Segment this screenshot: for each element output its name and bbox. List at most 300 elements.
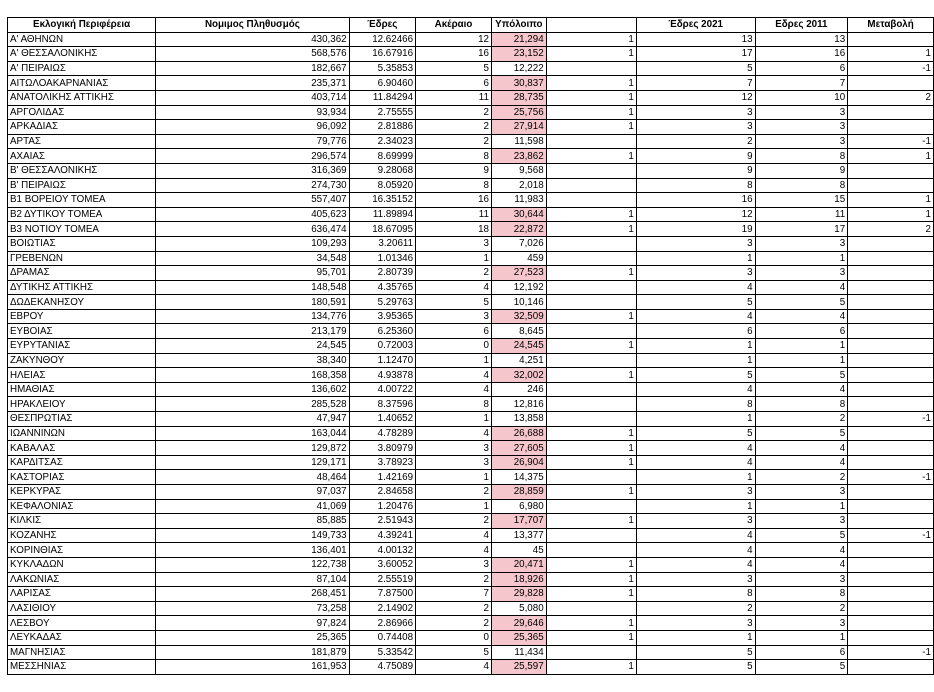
cell-population[interactable]: 148,548 <box>156 280 349 295</box>
cell-change[interactable] <box>848 236 934 251</box>
cell-integer[interactable]: 18 <box>416 222 492 237</box>
cell-extra-seat[interactable] <box>546 470 636 485</box>
cell-seats-2011[interactable]: 8 <box>755 178 848 193</box>
cell-seats[interactable]: 16.67916 <box>349 47 415 62</box>
cell-change[interactable]: -1 <box>848 134 934 149</box>
cell-remainder[interactable]: 21,294 <box>491 32 546 47</box>
cell-district[interactable]: ΑΝΑΤΟΛΙΚΗΣ ΑΤΤΙΚΗΣ <box>8 90 156 105</box>
cell-remainder[interactable]: 13,858 <box>491 412 546 427</box>
cell-integer[interactable]: 4 <box>416 543 492 558</box>
cell-remainder[interactable]: 20,471 <box>491 557 546 572</box>
cell-extra-seat[interactable] <box>546 601 636 616</box>
cell-seats-2011[interactable]: 3 <box>755 134 848 149</box>
cell-integer[interactable]: 7 <box>416 587 492 602</box>
cell-seats[interactable]: 6.25360 <box>349 324 415 339</box>
cell-seats-2011[interactable]: 9 <box>755 163 848 178</box>
cell-change[interactable]: -1 <box>848 470 934 485</box>
cell-population[interactable]: 161,953 <box>156 660 349 675</box>
cell-district[interactable]: ΑΡΚΑΔΙΑΣ <box>8 120 156 135</box>
cell-change[interactable]: -1 <box>848 61 934 76</box>
cell-change[interactable] <box>848 178 934 193</box>
cell-remainder[interactable]: 11,434 <box>491 645 546 660</box>
cell-change[interactable] <box>848 251 934 266</box>
cell-change[interactable]: 2 <box>848 222 934 237</box>
cell-population[interactable]: 149,733 <box>156 528 349 543</box>
cell-change[interactable]: 1 <box>848 193 934 208</box>
cell-seats-2011[interactable]: 16 <box>755 47 848 62</box>
cell-seats[interactable]: 2.75555 <box>349 105 415 120</box>
cell-remainder[interactable]: 10,146 <box>491 295 546 310</box>
cell-seats-2011[interactable]: 1 <box>755 353 848 368</box>
header-remainder[interactable]: Υπόλοιπο <box>491 18 546 33</box>
cell-district[interactable]: ΛΕΣΒΟΥ <box>8 616 156 631</box>
cell-district[interactable]: ΕΒΡΟΥ <box>8 309 156 324</box>
cell-integer[interactable]: 3 <box>416 441 492 456</box>
cell-extra-seat[interactable]: 1 <box>546 207 636 222</box>
cell-integer[interactable]: 1 <box>416 470 492 485</box>
cell-district[interactable]: ΗΛΕΙΑΣ <box>8 368 156 383</box>
cell-population[interactable]: 181,879 <box>156 645 349 660</box>
cell-seats[interactable]: 2.34023 <box>349 134 415 149</box>
cell-population[interactable]: 274,730 <box>156 178 349 193</box>
cell-seats-2011[interactable]: 3 <box>755 120 848 135</box>
cell-integer[interactable]: 9 <box>416 163 492 178</box>
cell-seats-2011[interactable]: 5 <box>755 295 848 310</box>
cell-remainder[interactable]: 27,914 <box>491 120 546 135</box>
cell-remainder[interactable]: 25,365 <box>491 630 546 645</box>
cell-district[interactable]: ΔΩΔΕΚΑΝΗΣΟΥ <box>8 295 156 310</box>
cell-seats-2021[interactable]: 5 <box>636 660 755 675</box>
cell-population[interactable]: 97,037 <box>156 485 349 500</box>
cell-district[interactable]: ΑΧΑΙΑΣ <box>8 149 156 164</box>
cell-extra-seat[interactable]: 1 <box>546 455 636 470</box>
cell-district[interactable]: ΚΟΖΑΝΗΣ <box>8 528 156 543</box>
cell-district[interactable]: ΛΑΡΙΣΑΣ <box>8 587 156 602</box>
cell-change[interactable] <box>848 105 934 120</box>
cell-remainder[interactable]: 18,926 <box>491 572 546 587</box>
cell-remainder[interactable]: 23,152 <box>491 47 546 62</box>
cell-district[interactable]: ΗΜΑΘΙΑΣ <box>8 382 156 397</box>
cell-remainder[interactable]: 11,983 <box>491 193 546 208</box>
cell-integer[interactable]: 0 <box>416 339 492 354</box>
cell-extra-seat[interactable]: 1 <box>546 660 636 675</box>
cell-district[interactable]: ΜΑΓΝΗΣΙΑΣ <box>8 645 156 660</box>
cell-seats-2011[interactable]: 3 <box>755 616 848 631</box>
cell-change[interactable]: 1 <box>848 207 934 222</box>
cell-seats-2021[interactable]: 3 <box>636 120 755 135</box>
header-population[interactable]: Νομιμος Πληθυσμός <box>156 18 349 33</box>
cell-seats[interactable]: 3.80979 <box>349 441 415 456</box>
cell-integer[interactable]: 16 <box>416 193 492 208</box>
cell-seats-2021[interactable]: 3 <box>636 616 755 631</box>
header-district[interactable]: Εκλογική Περιφέρεια <box>8 18 156 33</box>
cell-population[interactable]: 38,340 <box>156 353 349 368</box>
cell-remainder[interactable]: 32,509 <box>491 309 546 324</box>
cell-extra-seat[interactable]: 1 <box>546 339 636 354</box>
cell-seats[interactable]: 8.05920 <box>349 178 415 193</box>
cell-remainder[interactable]: 25,597 <box>491 660 546 675</box>
cell-seats-2011[interactable]: 4 <box>755 280 848 295</box>
cell-extra-seat[interactable]: 1 <box>546 616 636 631</box>
cell-seats-2021[interactable]: 13 <box>636 32 755 47</box>
cell-seats-2011[interactable]: 4 <box>755 382 848 397</box>
cell-population[interactable]: 109,293 <box>156 236 349 251</box>
cell-change[interactable] <box>848 163 934 178</box>
cell-change[interactable] <box>848 557 934 572</box>
cell-integer[interactable]: 3 <box>416 236 492 251</box>
cell-district[interactable]: ΑΡΓΟΛΙΔΑΣ <box>8 105 156 120</box>
cell-seats[interactable]: 1.20476 <box>349 499 415 514</box>
cell-population[interactable]: 213,179 <box>156 324 349 339</box>
cell-seats[interactable]: 2.14902 <box>349 601 415 616</box>
cell-district[interactable]: ΚΟΡΙΝΘΙΑΣ <box>8 543 156 558</box>
cell-seats-2011[interactable]: 1 <box>755 339 848 354</box>
cell-district[interactable]: ΕΥΡΥΤΑΝΙΑΣ <box>8 339 156 354</box>
cell-seats[interactable]: 2.80739 <box>349 266 415 281</box>
cell-integer[interactable]: 6 <box>416 76 492 91</box>
cell-seats-2021[interactable]: 1 <box>636 470 755 485</box>
cell-integer[interactable]: 2 <box>416 134 492 149</box>
cell-seats[interactable]: 6.90460 <box>349 76 415 91</box>
cell-remainder[interactable]: 24,545 <box>491 339 546 354</box>
cell-seats[interactable]: 4.39241 <box>349 528 415 543</box>
cell-seats[interactable]: 4.00722 <box>349 382 415 397</box>
cell-extra-seat[interactable] <box>546 193 636 208</box>
cell-district[interactable]: ΔΥΤΙΚΗΣ ΑΤΤΙΚΗΣ <box>8 280 156 295</box>
cell-integer[interactable]: 1 <box>416 412 492 427</box>
cell-remainder[interactable]: 7,026 <box>491 236 546 251</box>
cell-change[interactable]: -1 <box>848 412 934 427</box>
cell-population[interactable]: 96,092 <box>156 120 349 135</box>
cell-population[interactable]: 41,069 <box>156 499 349 514</box>
cell-extra-seat[interactable]: 1 <box>546 587 636 602</box>
cell-change[interactable] <box>848 455 934 470</box>
cell-remainder[interactable]: 45 <box>491 543 546 558</box>
cell-integer[interactable]: 2 <box>416 105 492 120</box>
cell-extra-seat[interactable] <box>546 397 636 412</box>
cell-seats-2011[interactable]: 8 <box>755 149 848 164</box>
cell-extra-seat[interactable]: 1 <box>546 90 636 105</box>
cell-district[interactable]: ΚΑΒΑΛΑΣ <box>8 441 156 456</box>
cell-change[interactable] <box>848 426 934 441</box>
cell-seats[interactable]: 5.35853 <box>349 61 415 76</box>
cell-remainder[interactable]: 2,018 <box>491 178 546 193</box>
cell-integer[interactable]: 8 <box>416 149 492 164</box>
cell-seats[interactable]: 5.33542 <box>349 645 415 660</box>
cell-change[interactable] <box>848 120 934 135</box>
cell-seats-2021[interactable]: 1 <box>636 339 755 354</box>
cell-change[interactable] <box>848 324 934 339</box>
cell-district[interactable]: ΚΑΣΤΟΡΙΑΣ <box>8 470 156 485</box>
cell-remainder[interactable]: 8,645 <box>491 324 546 339</box>
cell-district[interactable]: ΔΡΑΜΑΣ <box>8 266 156 281</box>
cell-seats-2021[interactable]: 1 <box>636 353 755 368</box>
cell-remainder[interactable]: 13,377 <box>491 528 546 543</box>
cell-seats-2011[interactable]: 15 <box>755 193 848 208</box>
cell-extra-seat[interactable]: 1 <box>546 426 636 441</box>
cell-integer[interactable]: 4 <box>416 382 492 397</box>
cell-district[interactable]: ΜΕΣΣΗΝΙΑΣ <box>8 660 156 675</box>
cell-change[interactable] <box>848 601 934 616</box>
cell-seats-2011[interactable]: 2 <box>755 470 848 485</box>
cell-population[interactable]: 85,885 <box>156 514 349 529</box>
cell-seats[interactable]: 2.51943 <box>349 514 415 529</box>
cell-change[interactable] <box>848 368 934 383</box>
cell-integer[interactable]: 5 <box>416 61 492 76</box>
cell-extra-seat[interactable]: 1 <box>546 76 636 91</box>
cell-seats[interactable]: 2.86966 <box>349 616 415 631</box>
cell-extra-seat[interactable] <box>546 134 636 149</box>
cell-district[interactable]: ΙΩΑΝΝΙΝΩΝ <box>8 426 156 441</box>
cell-seats-2021[interactable]: 3 <box>636 514 755 529</box>
cell-remainder[interactable]: 25,756 <box>491 105 546 120</box>
cell-extra-seat[interactable]: 1 <box>546 149 636 164</box>
cell-seats-2021[interactable]: 1 <box>636 499 755 514</box>
cell-seats-2011[interactable]: 5 <box>755 426 848 441</box>
cell-extra-seat[interactable]: 1 <box>546 47 636 62</box>
cell-seats-2011[interactable]: 1 <box>755 499 848 514</box>
cell-extra-seat[interactable]: 1 <box>546 557 636 572</box>
cell-change[interactable] <box>848 543 934 558</box>
cell-integer[interactable]: 4 <box>416 368 492 383</box>
cell-change[interactable] <box>848 353 934 368</box>
cell-seats[interactable]: 4.78289 <box>349 426 415 441</box>
cell-seats-2021[interactable]: 4 <box>636 441 755 456</box>
cell-integer[interactable]: 12 <box>416 32 492 47</box>
cell-seats-2011[interactable]: 3 <box>755 572 848 587</box>
cell-extra-seat[interactable] <box>546 251 636 266</box>
cell-seats[interactable]: 2.84658 <box>349 485 415 500</box>
cell-seats[interactable]: 1.01346 <box>349 251 415 266</box>
cell-population[interactable]: 403,714 <box>156 90 349 105</box>
cell-change[interactable] <box>848 339 934 354</box>
cell-district[interactable]: Β' ΠΕΙΡΑΙΩΣ <box>8 178 156 193</box>
header-change[interactable]: Μεταβολή <box>848 18 934 33</box>
cell-extra-seat[interactable]: 1 <box>546 309 636 324</box>
cell-seats-2011[interactable]: 8 <box>755 587 848 602</box>
cell-integer[interactable]: 5 <box>416 645 492 660</box>
cell-remainder[interactable]: 23,862 <box>491 149 546 164</box>
cell-seats-2011[interactable]: 3 <box>755 266 848 281</box>
cell-population[interactable]: 163,044 <box>156 426 349 441</box>
cell-population[interactable]: 636,474 <box>156 222 349 237</box>
cell-change[interactable] <box>848 441 934 456</box>
cell-remainder[interactable]: 459 <box>491 251 546 266</box>
cell-integer[interactable]: 3 <box>416 309 492 324</box>
cell-seats-2021[interactable]: 5 <box>636 368 755 383</box>
cell-change[interactable] <box>848 280 934 295</box>
cell-population[interactable]: 47,947 <box>156 412 349 427</box>
cell-extra-seat[interactable] <box>546 528 636 543</box>
cell-seats[interactable]: 8.69999 <box>349 149 415 164</box>
cell-seats[interactable]: 8.37596 <box>349 397 415 412</box>
cell-integer[interactable]: 2 <box>416 601 492 616</box>
cell-change[interactable] <box>848 32 934 47</box>
cell-district[interactable]: ΘΕΣΠΡΩΤΙΑΣ <box>8 412 156 427</box>
cell-seats-2021[interactable]: 2 <box>636 601 755 616</box>
cell-seats-2021[interactable]: 19 <box>636 222 755 237</box>
cell-change[interactable] <box>848 616 934 631</box>
cell-seats[interactable]: 4.35765 <box>349 280 415 295</box>
cell-population[interactable]: 95,701 <box>156 266 349 281</box>
cell-integer[interactable]: 16 <box>416 47 492 62</box>
cell-seats-2021[interactable]: 5 <box>636 645 755 660</box>
cell-remainder[interactable]: 27,605 <box>491 441 546 456</box>
cell-population[interactable]: 136,602 <box>156 382 349 397</box>
cell-seats-2011[interactable]: 3 <box>755 236 848 251</box>
cell-seats-2011[interactable]: 4 <box>755 557 848 572</box>
cell-integer[interactable]: 11 <box>416 90 492 105</box>
cell-seats[interactable]: 3.60052 <box>349 557 415 572</box>
cell-change[interactable] <box>848 660 934 675</box>
cell-seats-2021[interactable]: 4 <box>636 309 755 324</box>
cell-integer[interactable]: 5 <box>416 295 492 310</box>
cell-integer[interactable]: 2 <box>416 485 492 500</box>
cell-extra-seat[interactable] <box>546 382 636 397</box>
cell-integer[interactable]: 4 <box>416 660 492 675</box>
cell-seats-2021[interactable]: 12 <box>636 207 755 222</box>
cell-district[interactable]: Β1 ΒΟΡΕΙΟΥ ΤΟΜΕΑ <box>8 193 156 208</box>
cell-change[interactable]: 1 <box>848 47 934 62</box>
cell-seats[interactable]: 18.67095 <box>349 222 415 237</box>
cell-seats[interactable]: 12.62466 <box>349 32 415 47</box>
cell-integer[interactable]: 11 <box>416 207 492 222</box>
cell-remainder[interactable]: 22,872 <box>491 222 546 237</box>
header-seats-2011[interactable]: Εδρες 2011 <box>755 18 848 33</box>
cell-seats-2021[interactable]: 4 <box>636 543 755 558</box>
cell-district[interactable]: ΕΥΒΟΙΑΣ <box>8 324 156 339</box>
cell-district[interactable]: Β' ΘΕΣΣΑΛΟΝΙΚΗΣ <box>8 163 156 178</box>
cell-seats-2021[interactable]: 3 <box>636 572 755 587</box>
cell-population[interactable]: 129,171 <box>156 455 349 470</box>
cell-change[interactable] <box>848 266 934 281</box>
cell-population[interactable]: 430,362 <box>156 32 349 47</box>
cell-integer[interactable]: 2 <box>416 514 492 529</box>
cell-seats-2021[interactable]: 5 <box>636 295 755 310</box>
cell-population[interactable]: 87,104 <box>156 572 349 587</box>
cell-seats[interactable]: 2.81886 <box>349 120 415 135</box>
cell-remainder[interactable]: 12,192 <box>491 280 546 295</box>
cell-seats-2011[interactable]: 4 <box>755 309 848 324</box>
cell-seats[interactable]: 3.20611 <box>349 236 415 251</box>
cell-seats[interactable]: 4.00132 <box>349 543 415 558</box>
cell-seats-2021[interactable]: 1 <box>636 412 755 427</box>
cell-change[interactable]: -1 <box>848 645 934 660</box>
cell-extra-seat[interactable]: 1 <box>546 222 636 237</box>
cell-seats-2021[interactable]: 4 <box>636 528 755 543</box>
cell-seats-2021[interactable]: 3 <box>636 485 755 500</box>
cell-extra-seat[interactable]: 1 <box>546 630 636 645</box>
cell-seats-2011[interactable]: 4 <box>755 441 848 456</box>
cell-seats[interactable]: 5.29763 <box>349 295 415 310</box>
cell-change[interactable] <box>848 397 934 412</box>
cell-seats-2021[interactable]: 9 <box>636 149 755 164</box>
cell-remainder[interactable]: 28,859 <box>491 485 546 500</box>
cell-district[interactable]: ΑΙΤΩΛΟΑΚΑΡΝΑΝΙΑΣ <box>8 76 156 91</box>
cell-remainder[interactable]: 17,707 <box>491 514 546 529</box>
cell-change[interactable] <box>848 382 934 397</box>
cell-district[interactable]: ΚΕΦΑΛΟΝΙΑΣ <box>8 499 156 514</box>
cell-integer[interactable]: 1 <box>416 499 492 514</box>
cell-remainder[interactable]: 32,002 <box>491 368 546 383</box>
header-seats-2021[interactable]: Έδρες 2021 <box>636 18 755 33</box>
cell-change[interactable] <box>848 76 934 91</box>
cell-district[interactable]: ΑΡΤΑΣ <box>8 134 156 149</box>
cell-seats-2011[interactable]: 17 <box>755 222 848 237</box>
cell-district[interactable]: ΚΕΡΚΥΡΑΣ <box>8 485 156 500</box>
cell-seats-2011[interactable]: 1 <box>755 251 848 266</box>
cell-population[interactable]: 180,591 <box>156 295 349 310</box>
cell-population[interactable]: 24,545 <box>156 339 349 354</box>
header-integer[interactable]: Ακέραιο <box>416 18 492 33</box>
cell-remainder[interactable]: 9,568 <box>491 163 546 178</box>
cell-seats[interactable]: 16.35152 <box>349 193 415 208</box>
cell-seats-2021[interactable]: 4 <box>636 280 755 295</box>
cell-remainder[interactable]: 14,375 <box>491 470 546 485</box>
cell-district[interactable]: ΛΑΚΩΝΙΑΣ <box>8 572 156 587</box>
cell-remainder[interactable]: 29,828 <box>491 587 546 602</box>
cell-change[interactable] <box>848 485 934 500</box>
cell-population[interactable]: 235,371 <box>156 76 349 91</box>
cell-district[interactable]: ΛΕΥΚΑΔΑΣ <box>8 630 156 645</box>
cell-change[interactable] <box>848 499 934 514</box>
cell-seats-2021[interactable]: 3 <box>636 105 755 120</box>
cell-seats-2011[interactable]: 5 <box>755 528 848 543</box>
cell-extra-seat[interactable] <box>546 295 636 310</box>
cell-population[interactable]: 129,872 <box>156 441 349 456</box>
cell-population[interactable]: 48,464 <box>156 470 349 485</box>
cell-district[interactable]: Α' ΘΕΣΣΑΛΟΝΙΚΗΣ <box>8 47 156 62</box>
cell-extra-seat[interactable] <box>546 499 636 514</box>
cell-extra-seat[interactable] <box>546 236 636 251</box>
cell-seats-2011[interactable]: 3 <box>755 105 848 120</box>
cell-seats-2011[interactable]: 4 <box>755 455 848 470</box>
cell-extra-seat[interactable] <box>546 645 636 660</box>
cell-seats-2021[interactable]: 3 <box>636 236 755 251</box>
cell-seats[interactable]: 4.75089 <box>349 660 415 675</box>
cell-population[interactable]: 25,365 <box>156 630 349 645</box>
cell-change[interactable] <box>848 309 934 324</box>
cell-seats-2021[interactable]: 17 <box>636 47 755 62</box>
cell-district[interactable]: Β3 ΝΟΤΙΟΥ ΤΟΜΕΑ <box>8 222 156 237</box>
cell-integer[interactable]: 4 <box>416 528 492 543</box>
cell-remainder[interactable]: 30,644 <box>491 207 546 222</box>
cell-seats-2021[interactable]: 4 <box>636 382 755 397</box>
cell-population[interactable]: 268,451 <box>156 587 349 602</box>
cell-seats-2011[interactable]: 7 <box>755 76 848 91</box>
cell-seats[interactable]: 2.55519 <box>349 572 415 587</box>
cell-seats[interactable]: 0.72003 <box>349 339 415 354</box>
cell-remainder[interactable]: 12,222 <box>491 61 546 76</box>
cell-extra-seat[interactable] <box>546 61 636 76</box>
cell-seats-2011[interactable]: 11 <box>755 207 848 222</box>
cell-seats-2011[interactable]: 8 <box>755 397 848 412</box>
cell-seats-2011[interactable]: 5 <box>755 368 848 383</box>
cell-district[interactable]: Α' ΠΕΙΡΑΙΩΣ <box>8 61 156 76</box>
cell-seats-2021[interactable]: 8 <box>636 587 755 602</box>
cell-district[interactable]: ΓΡΕΒΕΝΩΝ <box>8 251 156 266</box>
cell-seats-2021[interactable]: 12 <box>636 90 755 105</box>
cell-remainder[interactable]: 29,646 <box>491 616 546 631</box>
cell-extra-seat[interactable] <box>546 280 636 295</box>
cell-extra-seat[interactable]: 1 <box>546 368 636 383</box>
cell-change[interactable] <box>848 514 934 529</box>
cell-remainder[interactable]: 26,904 <box>491 455 546 470</box>
cell-integer[interactable]: 1 <box>416 251 492 266</box>
cell-integer[interactable]: 0 <box>416 630 492 645</box>
cell-seats-2011[interactable]: 4 <box>755 543 848 558</box>
cell-district[interactable]: ΚΙΛΚΙΣ <box>8 514 156 529</box>
